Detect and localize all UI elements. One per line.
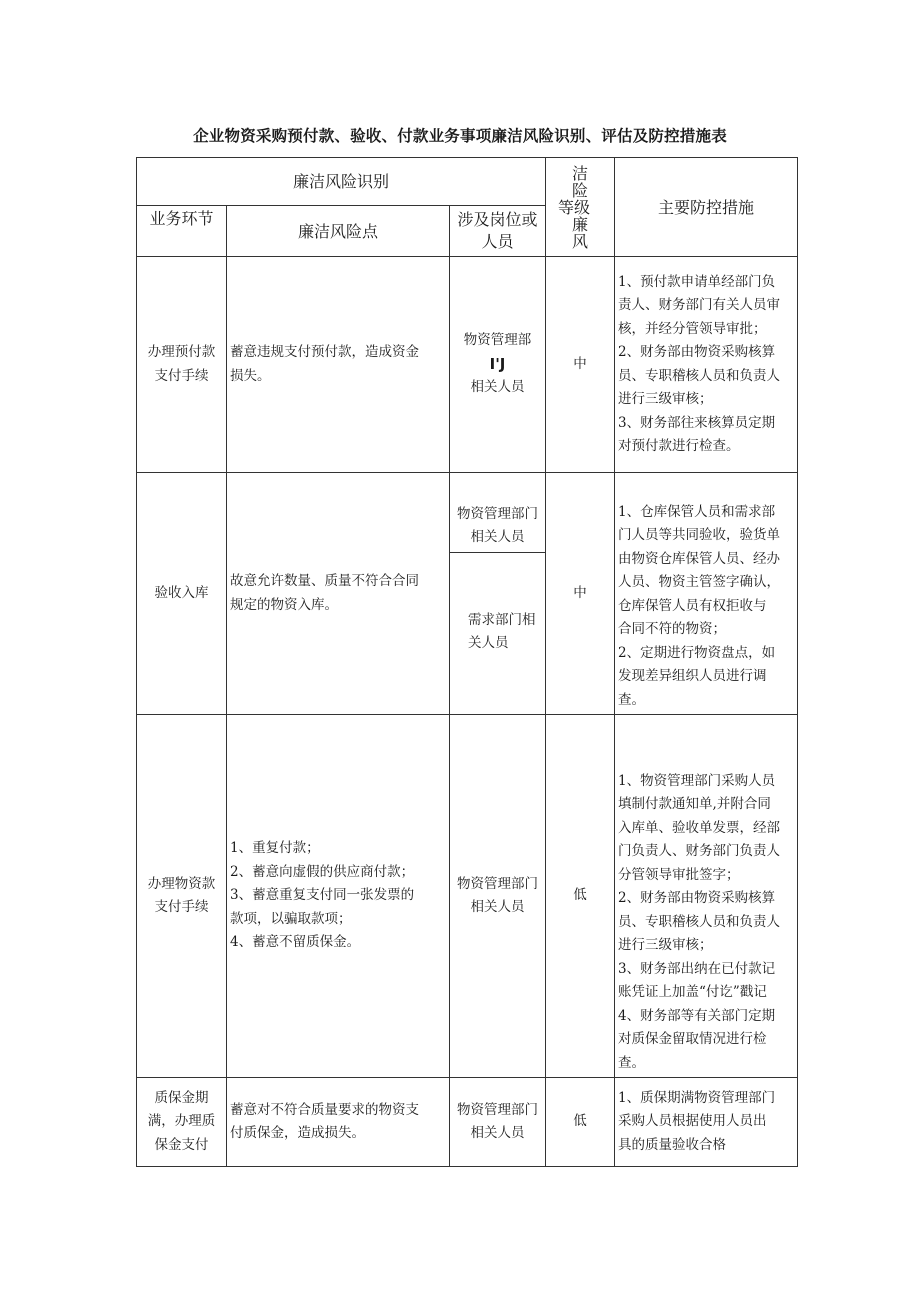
measure-line: 1、仓库保管人员和需求部	[618, 503, 776, 520]
position-line: 相关人员	[470, 379, 525, 396]
measure-line: 查。	[618, 1054, 646, 1071]
position-cell	[450, 715, 546, 1078]
risk-line: 付质保金，造成损失。	[230, 1125, 365, 1141]
table-row	[137, 257, 798, 473]
measure-line: 1、物资管理部门采购人员	[618, 772, 776, 789]
risk-line: 款项，以骗取款项；	[230, 910, 352, 927]
header-grade-line: 险	[572, 180, 589, 200]
measure-line: 员、专职稽核人员和负责人	[618, 367, 781, 384]
measures-cell	[615, 1078, 798, 1167]
risk-table	[136, 157, 798, 1167]
measure-line: 仓库保管人员有权拒收与	[618, 597, 767, 614]
risk-line: 3、蓄意重复支付同一张发票的	[230, 887, 415, 904]
measure-line: 进行三级审核；	[618, 391, 713, 407]
header-measures: 主要防控措施	[615, 158, 798, 257]
measure-line: 人员、物资主管签字确认，	[618, 574, 781, 590]
risk-line: 损失。	[230, 367, 271, 384]
header-grade-line: 风	[572, 231, 589, 251]
measure-line: 1、预付款申请单经部门负	[618, 273, 776, 290]
stage-line: 质保金期	[154, 1089, 209, 1106]
measure-line: 发现差异组织人员进行调	[618, 668, 767, 684]
measure-line: 4、财务部等有关部门定期	[618, 1007, 776, 1024]
header-grade-line: 廉	[572, 214, 589, 234]
measure-line: 1、质保期满物资管理部门	[618, 1089, 776, 1106]
measure-line: 门人员等共同验收，验货单	[618, 527, 781, 543]
measure-line: 3、财务部往来核算员定期	[618, 414, 776, 431]
table-row	[137, 473, 798, 715]
header-grade-line: 洁	[572, 163, 589, 183]
position-line: 关人员	[468, 635, 509, 651]
risk-point-cell	[227, 715, 450, 1078]
position-line: 相关人员	[470, 529, 525, 545]
measure-line: 员、专职稽核人员和负责人	[618, 913, 781, 930]
header-grade	[546, 158, 615, 257]
measure-line: 门负责人、财务部门负责人	[618, 843, 781, 859]
grade-cell: 中	[546, 473, 615, 715]
position-line: I'J	[489, 354, 506, 373]
risk-line: 故意允许数量、质量不符合合同	[230, 573, 419, 589]
position-line: 物资管理部门	[457, 1101, 539, 1118]
table-row	[137, 1078, 798, 1167]
measures-cell	[615, 715, 798, 1078]
header-risk-identification: 廉洁风险识别	[137, 158, 546, 206]
measure-line: 采购人员根据使用人员出	[618, 1113, 767, 1130]
risk-line: 2、蓄意向虚假的供应商付款；	[230, 863, 415, 880]
header-position: 涉及岗位或人员	[450, 206, 546, 257]
position-line: 物资管理部	[463, 332, 532, 349]
risk-line: 4、蓄意不留质保金。	[230, 934, 361, 951]
stage-cell	[137, 715, 227, 1078]
measure-line: 2、定期进行物资盘点，如	[618, 644, 776, 661]
header-grade-line: 等级	[558, 197, 591, 217]
stage-line: 满，办理质	[147, 1113, 216, 1130]
stage-cell	[137, 473, 227, 715]
stage-cell	[137, 1078, 227, 1167]
stage-line: 支付手续	[154, 899, 209, 915]
position-cell	[450, 257, 546, 473]
position-block	[450, 473, 545, 552]
risk-line: 蓄意违规支付预付款，造成资金	[230, 344, 419, 360]
measure-line: 对质保金留取情况进行检	[618, 1031, 767, 1047]
measure-line: 2、财务部由物资采购核算	[618, 890, 776, 906]
position-cell	[450, 1078, 546, 1167]
measure-line: 查。	[618, 691, 646, 708]
measure-line: 填制付款通知单,并附合同	[618, 796, 771, 812]
measure-line: 进行三级审核；	[618, 937, 713, 953]
risk-point-cell	[227, 473, 450, 715]
grade-cell: 中	[546, 257, 615, 473]
position-line: 需求部门相	[468, 611, 536, 628]
stage-line: 办理物资款	[147, 875, 216, 892]
risk-line: 蓄意对不符合质量要求的物资支	[230, 1101, 419, 1118]
position-line: 相关人员	[470, 1125, 525, 1141]
measure-line: 3、财务部出纳在已付款记	[618, 960, 776, 977]
risk-line: 1、重复付款；	[230, 840, 320, 857]
stage-line: 支付手续	[154, 367, 209, 384]
risk-line: 规定的物资入库。	[230, 596, 338, 613]
measure-line: 由物资仓库保管人员、经办	[618, 550, 781, 567]
position-line: 物资管理部门	[457, 875, 539, 892]
measure-line: 对预付款进行检查。	[618, 438, 740, 454]
measure-line: 具的质量验收合格	[618, 1136, 727, 1153]
measure-line: 2、财务部由物资采购核算	[618, 344, 776, 360]
position-line: 物资管理部门	[457, 505, 539, 522]
position-line: 相关人员	[470, 899, 525, 915]
stage-line: 验收入库	[154, 584, 209, 601]
measures-cell	[615, 473, 798, 715]
grade-cell: 低	[546, 1078, 615, 1167]
position-cell	[450, 473, 546, 715]
document-title: 企业物资采购预付款、验收、付款业务事项廉洁风险识别、评估及防控措施表	[193, 127, 727, 145]
measure-line: 合同不符的物资；	[618, 621, 727, 637]
measure-line: 账凭证上加盖“付讫”戳记	[618, 984, 767, 1000]
measure-line: 入库单、验收单发票，经部	[618, 819, 781, 836]
risk-point-cell	[227, 1078, 450, 1167]
stage-line: 保金支付	[154, 1136, 209, 1153]
header-stage: 业务环节	[137, 206, 227, 257]
grade-cell: 低	[546, 715, 615, 1078]
header-risk-point: 廉洁风险点	[227, 206, 450, 257]
stage-line: 办理预付款	[147, 344, 216, 360]
risk-point-cell	[227, 257, 450, 473]
position-block	[450, 552, 545, 714]
measure-line: 分管领导审批签字；	[618, 866, 740, 883]
measure-line: 责人、财务部门有关人员审	[618, 297, 781, 313]
stage-cell	[137, 257, 227, 473]
measure-line: 核，并经分管领导审批；	[618, 320, 767, 337]
measures-cell	[615, 257, 798, 473]
table-row	[137, 715, 798, 1078]
position-split	[450, 473, 545, 714]
